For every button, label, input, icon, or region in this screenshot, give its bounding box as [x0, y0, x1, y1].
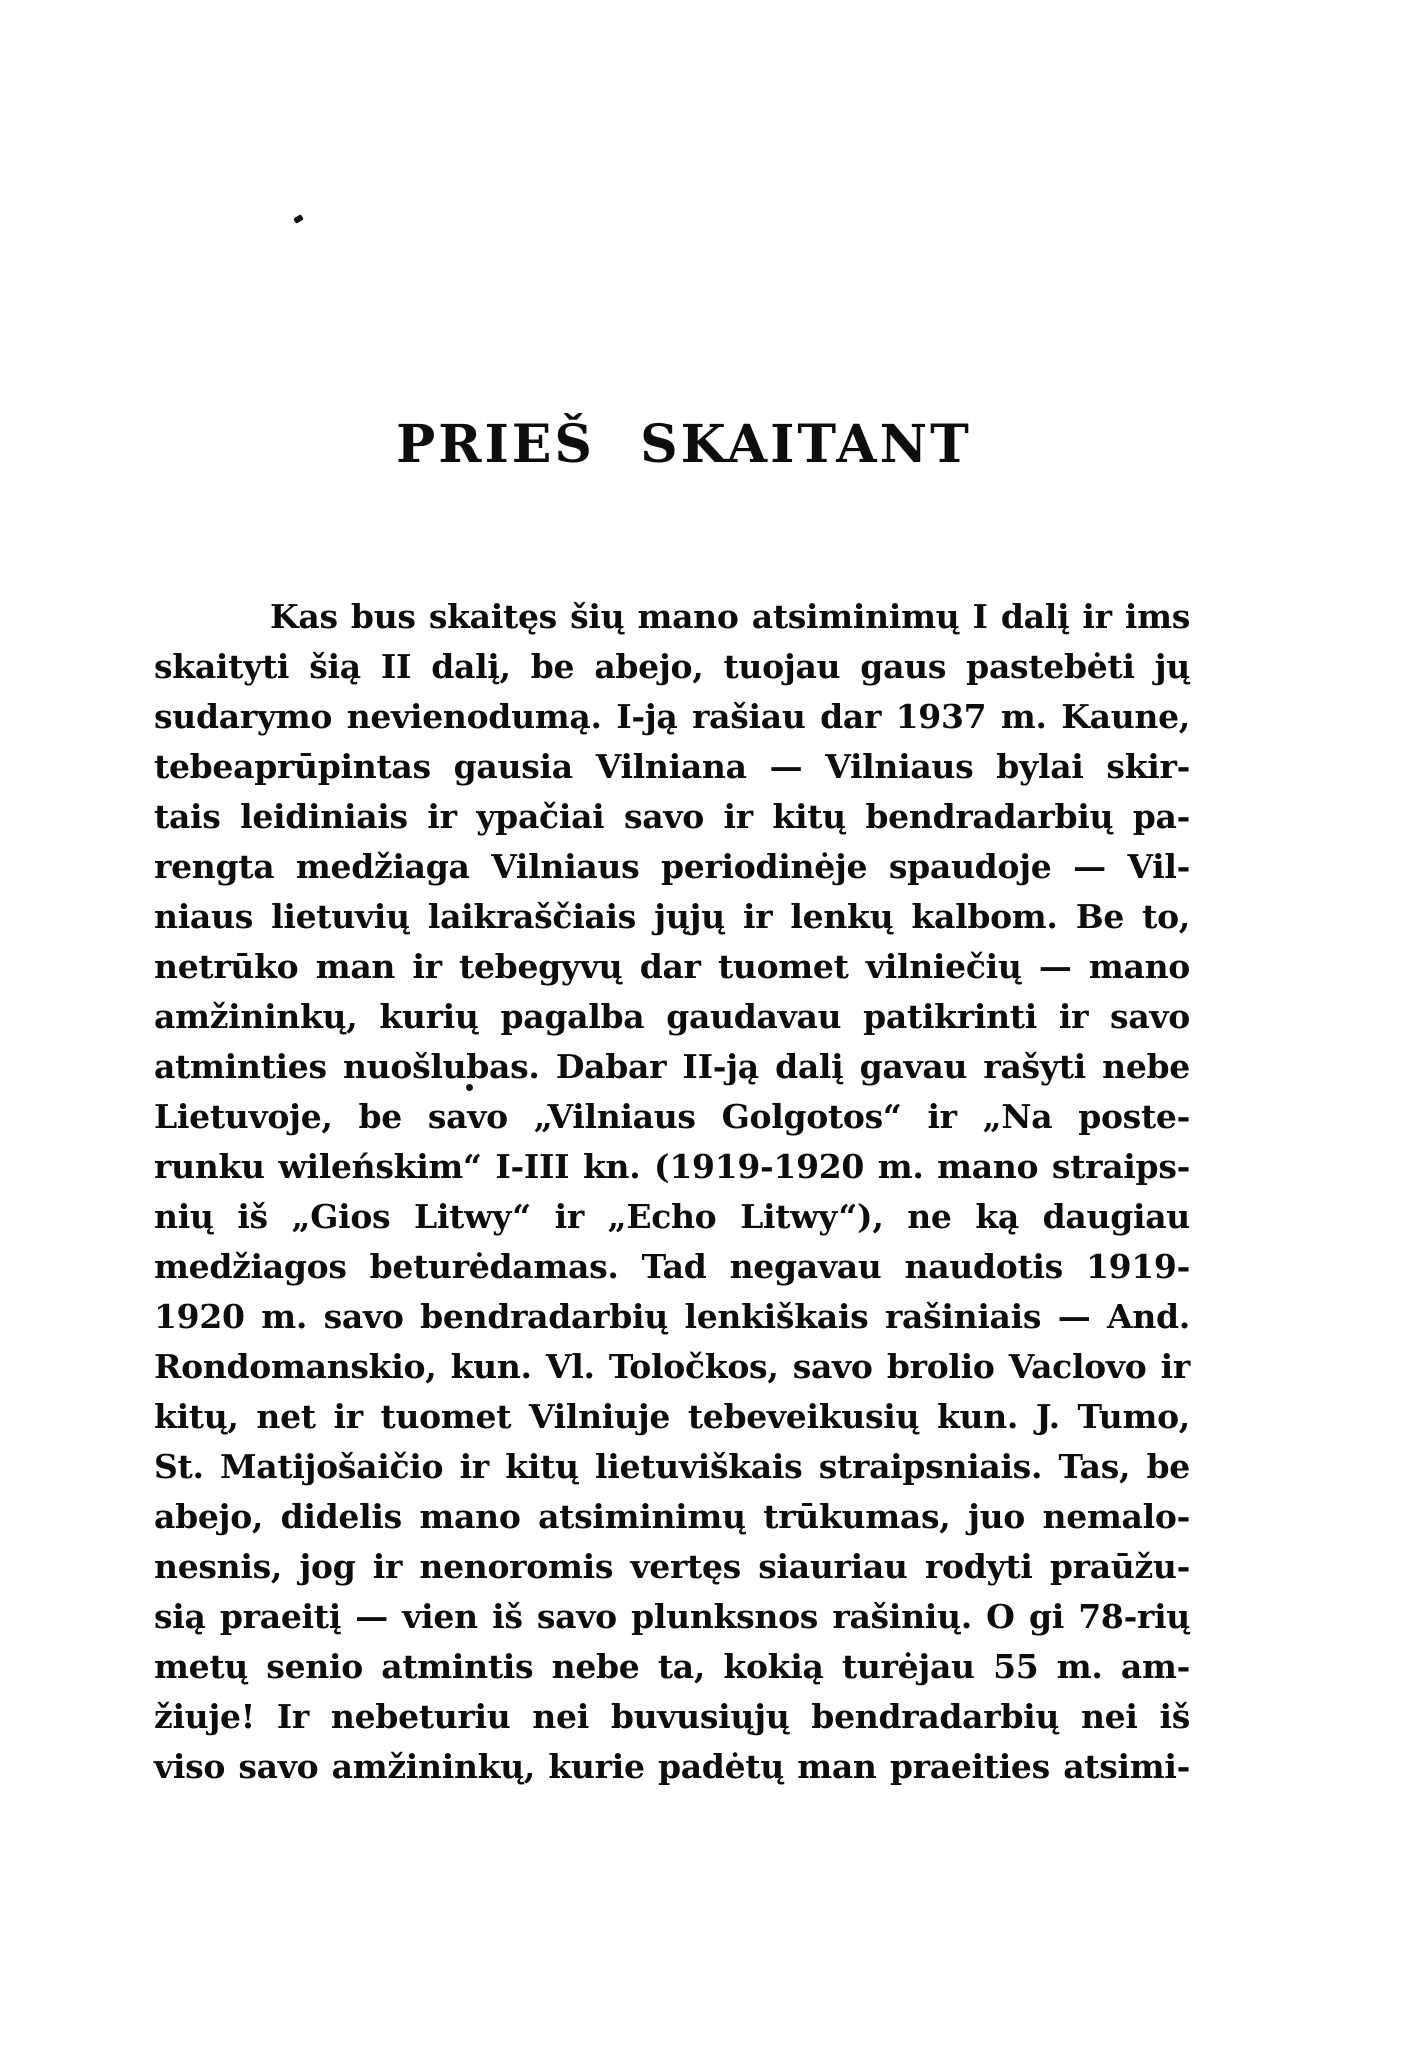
text-line: amžininkų, kurių pagalba gaudavau patikrinti ir savo	[154, 997, 1190, 1036]
text-line: St. Matijošaičio ir kitų lietuviškais straipsniais. Tas, be	[154, 1447, 1190, 1486]
text-line: rengta medžiaga Vilniaus periodinėje spaudoje — Vil-	[154, 847, 1190, 886]
text-line: metų senio atmintis nebe ta, kokią turėjau 55 m. am-	[154, 1647, 1190, 1686]
text-line: skaityti šią II dalį, be abejo, tuojau gaus pastebėti jų	[154, 647, 1190, 686]
body-paragraph	[154, 592, 1190, 1792]
text-line: atminties nuošlubas. Dabar II-ją dalį gavau rašyti nebe	[154, 1047, 1190, 1086]
text-line: runku wileńskim“ I-III kn. (1919-1920 m. mano straips-	[154, 1147, 1190, 1186]
text-line: 1920 m. savo bendradarbių lenkiškais rašiniais — And.	[154, 1297, 1190, 1336]
text-line: kitų, net ir tuomet Vilniuje tebeveikusių kun. J. Tumo,	[154, 1397, 1190, 1436]
text-line: sią praeitį — vien iš savo plunksnos rašinių. O gi 78-rių	[154, 1597, 1190, 1636]
text-line: netrūko man ir tebegyvų dar tuomet vilniečių — mano	[154, 947, 1190, 986]
text-line: abejo, didelis mano atsiminimų trūkumas, juo nemalo-	[154, 1497, 1190, 1536]
text-line: Lietuvoje, be savo „Vilniaus Golgotos“ ir „Na poste-	[154, 1097, 1190, 1136]
text-line: Rondomanskio, kun. Vl. Toločkos, savo brolio Vaclovo ir	[154, 1347, 1190, 1386]
chapter-title: PRIEŠ SKAITANT	[396, 414, 972, 475]
text-line: žiuje! Ir nebeturiu nei buvusiųjų bendradarbių nei iš	[154, 1697, 1190, 1736]
text-line: nesnis, jog ir nenoromis vertęs siauriau rodyti praūžu-	[154, 1547, 1190, 1586]
text-line: niaus lietuvių laikraščiais jųjų ir lenkų kalbom. Be to,	[154, 897, 1190, 936]
text-line: tais leidiniais ir ypačiai savo ir kitų bendradarbių pa-	[154, 797, 1190, 836]
text-line: viso savo amžininkų, kurie padėtų man praeities atsimi-	[154, 1747, 1190, 1786]
text-line: nių iš „Gios Litwy“ ir „Echo Litwy“), ne ką daugiau	[154, 1197, 1190, 1236]
text-line: tebeaprūpintas gausia Vilniana — Vilniaus bylai skir-	[154, 747, 1190, 786]
text-line: medžiagos beturėdamas. Tad negavau naudotis 1919-	[154, 1247, 1190, 1286]
ink-speck-artifact	[293, 214, 304, 224]
text-line: Kas bus skaitęs šių mano atsiminimų I dalį ir ims	[270, 597, 1190, 636]
text-line: sudarymo nevienodumą. I-ją rašiau dar 1937 m. Kaune,	[154, 697, 1190, 736]
